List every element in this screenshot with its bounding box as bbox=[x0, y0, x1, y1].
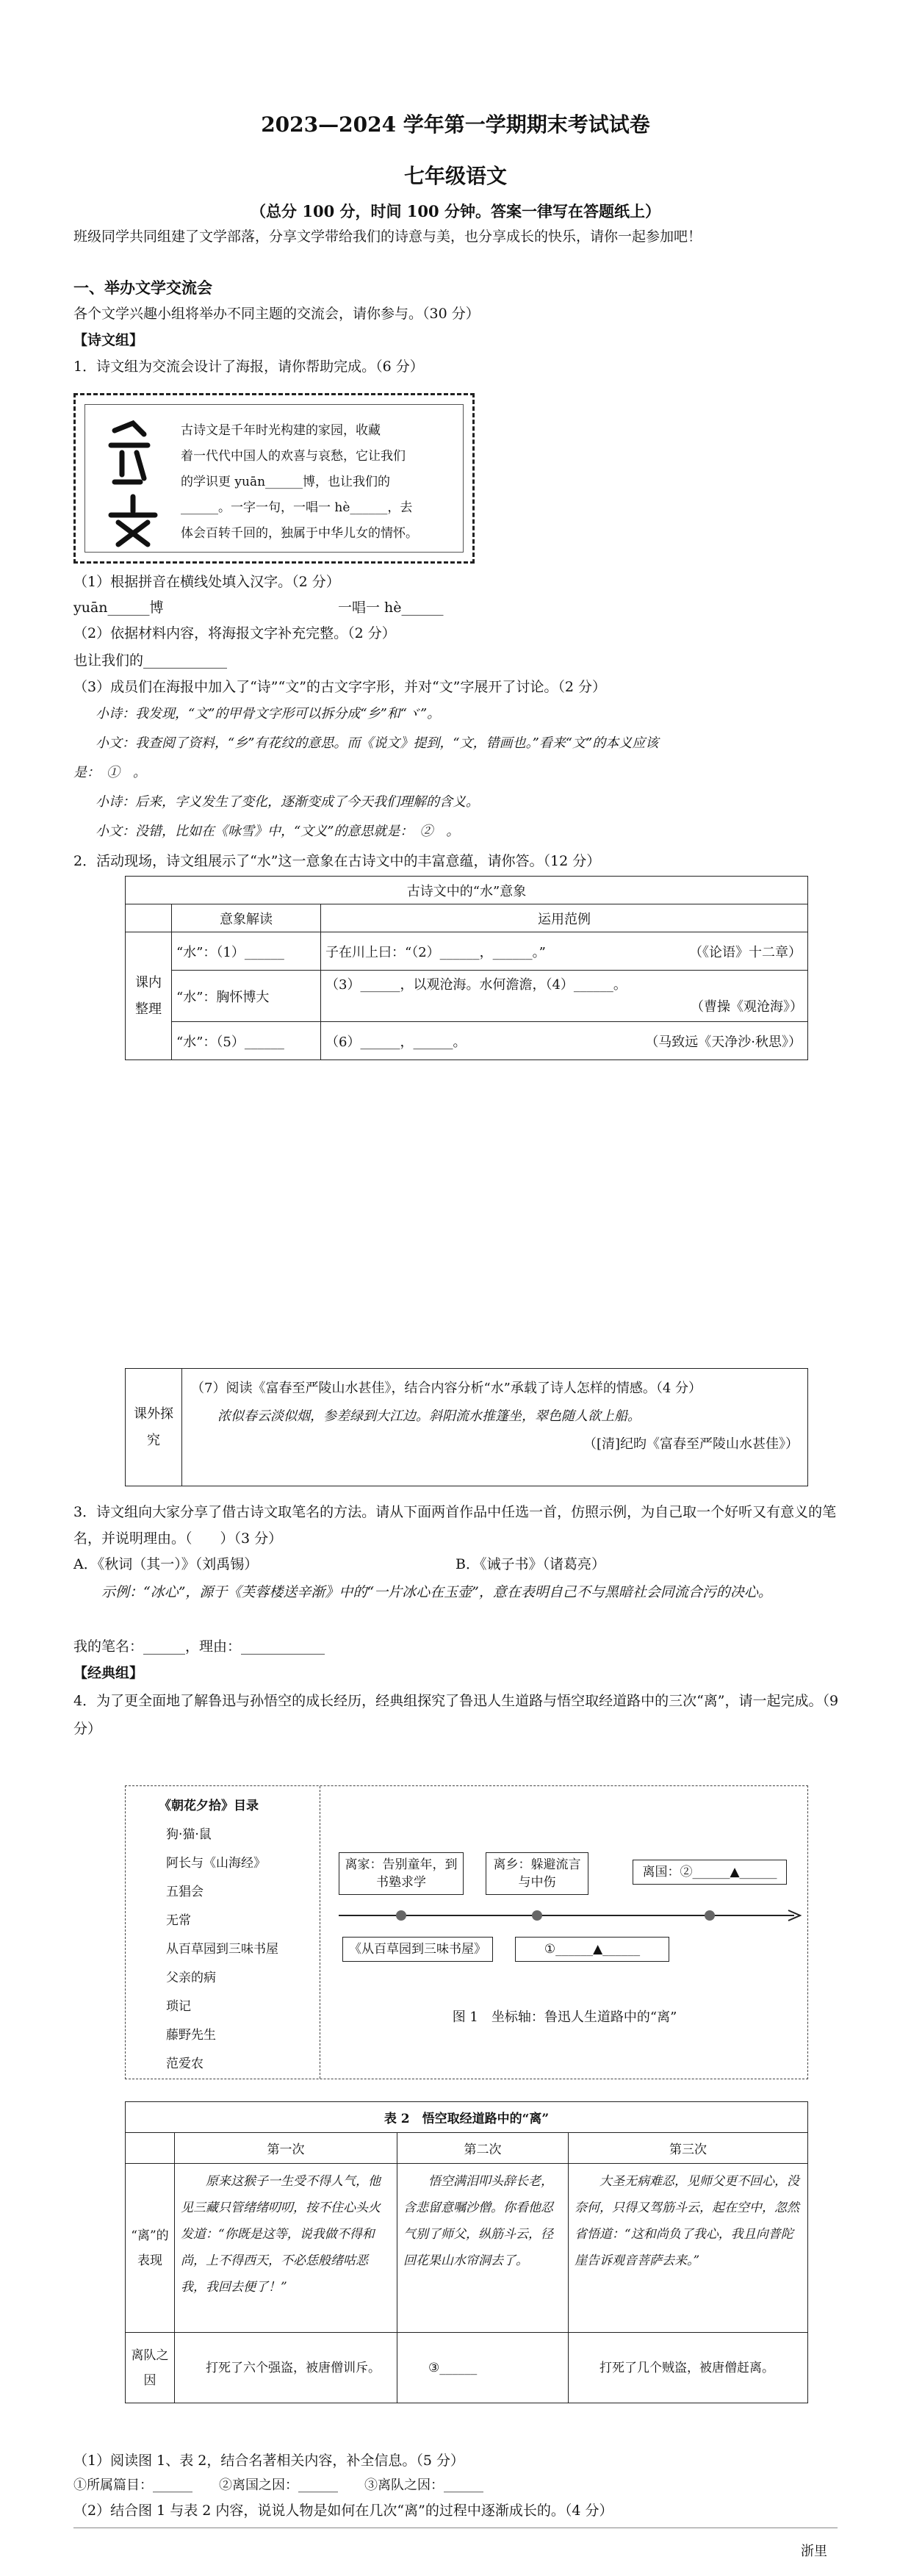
toc-item: 范爱农 bbox=[166, 2057, 204, 2071]
exam-title: 2023—2024 学年第一学期期末考试试卷 bbox=[261, 112, 650, 137]
timeline-point bbox=[532, 1910, 542, 1921]
table1-cell: （6）______，______。 bbox=[325, 1034, 467, 1050]
question-1-2: （2）依据材料内容，将海报文字补充完整。（2 分） bbox=[73, 625, 396, 641]
footer-text: 浙里 bbox=[801, 2544, 827, 2559]
section1-desc: 各个文学兴趣小组将举办不同主题的交流会，请你参与。（30 分） bbox=[73, 306, 480, 322]
poster-frame bbox=[73, 393, 475, 564]
table1-col-header-2: 运用范例 bbox=[321, 904, 808, 932]
table1-extra-question: （7）阅读《富春至严陵山水甚佳》，结合内容分析“水”承载了诗人怎样的情感。（4 分） bbox=[191, 1381, 702, 1396]
table2-cell: 打死了几个贼盗，被唐僧赶离。 bbox=[569, 2333, 808, 2403]
question-4: 4．为了更全面地了解鲁迅与孙悟空的成长经历，经典组探究了鲁迅人生道路与悟空取经道路中的三次“离”，请一起完成。（9 分） bbox=[73, 1693, 839, 1737]
table2-caption: 表 2 悟空取经道路中的“离” bbox=[126, 2102, 808, 2133]
table2-col-header: 第三次 bbox=[569, 2133, 808, 2164]
axis-arrow-icon bbox=[787, 1908, 802, 1923]
table2-cell: ③______ bbox=[397, 2333, 569, 2403]
toc-item: 无常 bbox=[166, 1913, 191, 1928]
exam-subject: 七年级语文 bbox=[403, 164, 507, 188]
toc-item: 藤野先生 bbox=[166, 2028, 216, 2043]
water-imagery-table bbox=[125, 876, 808, 1060]
table1-cell: 子在川上曰：“（2）______，______。” bbox=[325, 944, 546, 960]
exam-note: （总分 100 分，时间 100 分钟。答案一律写在答题纸上） bbox=[251, 202, 660, 220]
table2-cell: 打死了六个强盗，被唐僧训斥。 bbox=[175, 2333, 397, 2403]
table2-col-header: 第一次 bbox=[175, 2133, 397, 2164]
question-2: 2．活动现场，诗文组展示了“水”这一意象在古诗文中的丰富意蕴，请你答。（12 分） bbox=[73, 853, 601, 869]
table1-col-header-1: 意象解读 bbox=[172, 904, 321, 932]
question-1-3: （3）成员们在海报中加入了“诗”“文”的古文字字形，并对“文”字展开了讨论。（2 分） bbox=[73, 679, 606, 695]
dialog-line-3: 是： ① 。 bbox=[73, 765, 146, 780]
question-1: 1．诗文组为交流会设计了海报，请你帮助完成。（6 分） bbox=[73, 359, 424, 375]
timeline-axis bbox=[339, 1915, 794, 1916]
dialog-line-5: 小文：没错，比如在《咏雪》中，“文义”的意思就是： ② 。 bbox=[96, 824, 460, 839]
figure-1-caption: 图 1 坐标轴：鲁迅人生道路中的“离” bbox=[452, 2010, 677, 2025]
question-4-2: （2）结合图 1 与表 2 内容，说说人物是如何在几次“离”的过程中逐渐成长的。（4 分） bbox=[73, 2503, 613, 2519]
pinyin-blank-2: 一唱一 hè______ bbox=[338, 600, 444, 616]
timeline-point bbox=[396, 1910, 406, 1921]
callout-leave-hometown: 离乡：躲避流言与中伤 bbox=[486, 1852, 588, 1895]
question-1-1: （1）根据拼音在横线处填入汉字。（2 分） bbox=[73, 574, 340, 590]
dialog-line-1: 小诗：我发现，“文”的甲骨文字形可以拆分成“乡”和“ヾ”。 bbox=[96, 706, 441, 722]
table2-row-label: “离”的表现 bbox=[126, 2164, 175, 2333]
poster-line-3: 的学识更 yuān______博，也让我们的 bbox=[181, 475, 391, 489]
table1-extra-label: 课外探究 bbox=[126, 1369, 182, 1486]
toc-item: 琐记 bbox=[166, 1999, 191, 2014]
poster-line-2: 着一代代中国人的欢喜与哀愁，它让我们 bbox=[181, 449, 406, 464]
table1-extra-poem: 浓似春云淡似烟，参差绿到大江边。斜阳流水推篷坐，翠色随人欲上船。 bbox=[217, 1408, 641, 1424]
box-chapter: 《从百草园到三味书屋》 bbox=[342, 1937, 493, 1962]
water-imagery-table-extra bbox=[125, 1368, 808, 1486]
question-3-example: 示例：“冰心”，源于《芙蓉楼送辛渐》中的“一片冰心在玉壶”，意在表明自己不与黑暗社会同流合污的决心。 bbox=[101, 1584, 772, 1600]
wukong-table bbox=[125, 2101, 808, 2403]
toc-item: 五猖会 bbox=[166, 1885, 204, 1899]
dialog-line-2: 小文：我查阅了资料，“乡”有花纹的意思。而《说文》提到，“文，错画也。”看来“文”的本义应该 bbox=[96, 735, 659, 751]
question-3: 3．诗文组向大家分享了借古诗文取笔名的方法。请从下面两首作品中任选一首，仿照示例，为自己取一个好听又有意义的笔名，并说明理由。（ ）（3 分） bbox=[73, 1504, 837, 1547]
toc-title: 《朝花夕拾》目录 bbox=[159, 1799, 259, 1813]
option-b: B．《诫子书》（诸葛亮） bbox=[455, 1556, 605, 1572]
table1-cell: “水”：（1）______ bbox=[172, 932, 321, 971]
section1-heading: 一、举办文学交流会 bbox=[73, 278, 212, 297]
table2-cell: 悟空满泪叩头辞长老，含悲留意嘱沙僧。你看他忍气别了师父，纵筋斗云，径回花果山水帘洞去了。 bbox=[397, 2164, 569, 2333]
intro-text: 班级同学共同组建了文学部落，分享文学带给我们的诗意与美，也分享成长的快乐，请你一起参加吧！ bbox=[73, 229, 702, 245]
toc-item: 阿长与《山海经》 bbox=[166, 1856, 266, 1871]
dialog-line-4: 小诗：后来，字义发生了变化，逐渐变成了今天我们理解的含义。 bbox=[96, 794, 479, 810]
callout-leave-country: 离国：②______▲______ bbox=[633, 1860, 787, 1885]
option-a: A．《秋词（其一）》（刘禹锡） bbox=[73, 1556, 259, 1572]
toc-item: 父亲的病 bbox=[166, 1971, 216, 1985]
callout-leave-home: 离家：告别童年，到书塾求学 bbox=[339, 1852, 464, 1895]
poster-line-5: 体会百转千回的，独属于中华儿女的情怀。 bbox=[181, 526, 418, 541]
table1-caption: 古诗文中的“水”意象 bbox=[126, 877, 808, 904]
timeline-point bbox=[705, 1910, 715, 1921]
pinyin-blank-1: yuān______博 bbox=[73, 600, 164, 616]
question-3-answer: 我的笔名：______，理由：____________ bbox=[73, 1638, 325, 1655]
group-poetry-heading: 【诗文组】 bbox=[73, 332, 144, 348]
question-4-1: （1）阅读图 1、表 2，结合名著相关内容，补全信息。（5 分） bbox=[73, 2453, 464, 2469]
poster-line-4: ______。一字一句，一唱一 hè______，去 bbox=[181, 500, 413, 515]
poster-line-1: 古诗文是千年时光构建的家园，收藏 bbox=[181, 423, 381, 438]
answer-line-1-2: 也让我们的____________ bbox=[73, 652, 228, 669]
table2-cell: 大圣无病难忍，见师父更不回心，没奈何，只得又驾筋斗云，起在空中，忽然省悟道：“这和尚负了我心，我且向普陀崖告诉观音菩萨去来。” bbox=[569, 2164, 808, 2333]
table1-row-label: 课内整理 bbox=[126, 932, 172, 1060]
toc-item: 狗·猫·鼠 bbox=[166, 1827, 212, 1842]
figure-1-frame bbox=[125, 1785, 808, 2079]
table2-col-header: 第二次 bbox=[397, 2133, 569, 2164]
toc-item: 从百草园到三味书屋 bbox=[166, 1942, 278, 1957]
table1-cell: （3）______，以观沧海。水何澹澹，（4）______。 bbox=[325, 976, 627, 993]
box-blank-1: ①______▲______ bbox=[515, 1937, 669, 1962]
table2-cell: 原来这猴子一生受不得人气，他见三藏只管绪绪叨叨，按不住心头火发道：“你既是这等，说我做不得和尚，上不得西天，不必恁般绪咕恶我，我回去便了！” bbox=[175, 2164, 397, 2333]
table1-cell: “水”：胸怀博大 bbox=[172, 971, 321, 1022]
table1-source: （《论语》十二章） bbox=[689, 944, 802, 960]
poster-inner bbox=[84, 404, 464, 553]
table2-row-label: 离队之因 bbox=[126, 2333, 175, 2403]
ancient-script-glyphs-icon bbox=[93, 412, 173, 552]
table1-source: （曹操《观沧海》） bbox=[691, 999, 803, 1015]
table1-source: （马致远《天净沙·秋思》） bbox=[645, 1034, 802, 1050]
question-4-1-blanks: ①所属篇目：______ ②离国之因：______ ③离队之因：______ bbox=[73, 2478, 483, 2493]
table1-cell: “水”：（5）______ bbox=[172, 1022, 321, 1060]
table1-extra-source: （[清]纪昀《富春至严陵山水甚佳》） bbox=[583, 1436, 799, 1452]
group-classic-heading: 【经典组】 bbox=[73, 1665, 144, 1681]
